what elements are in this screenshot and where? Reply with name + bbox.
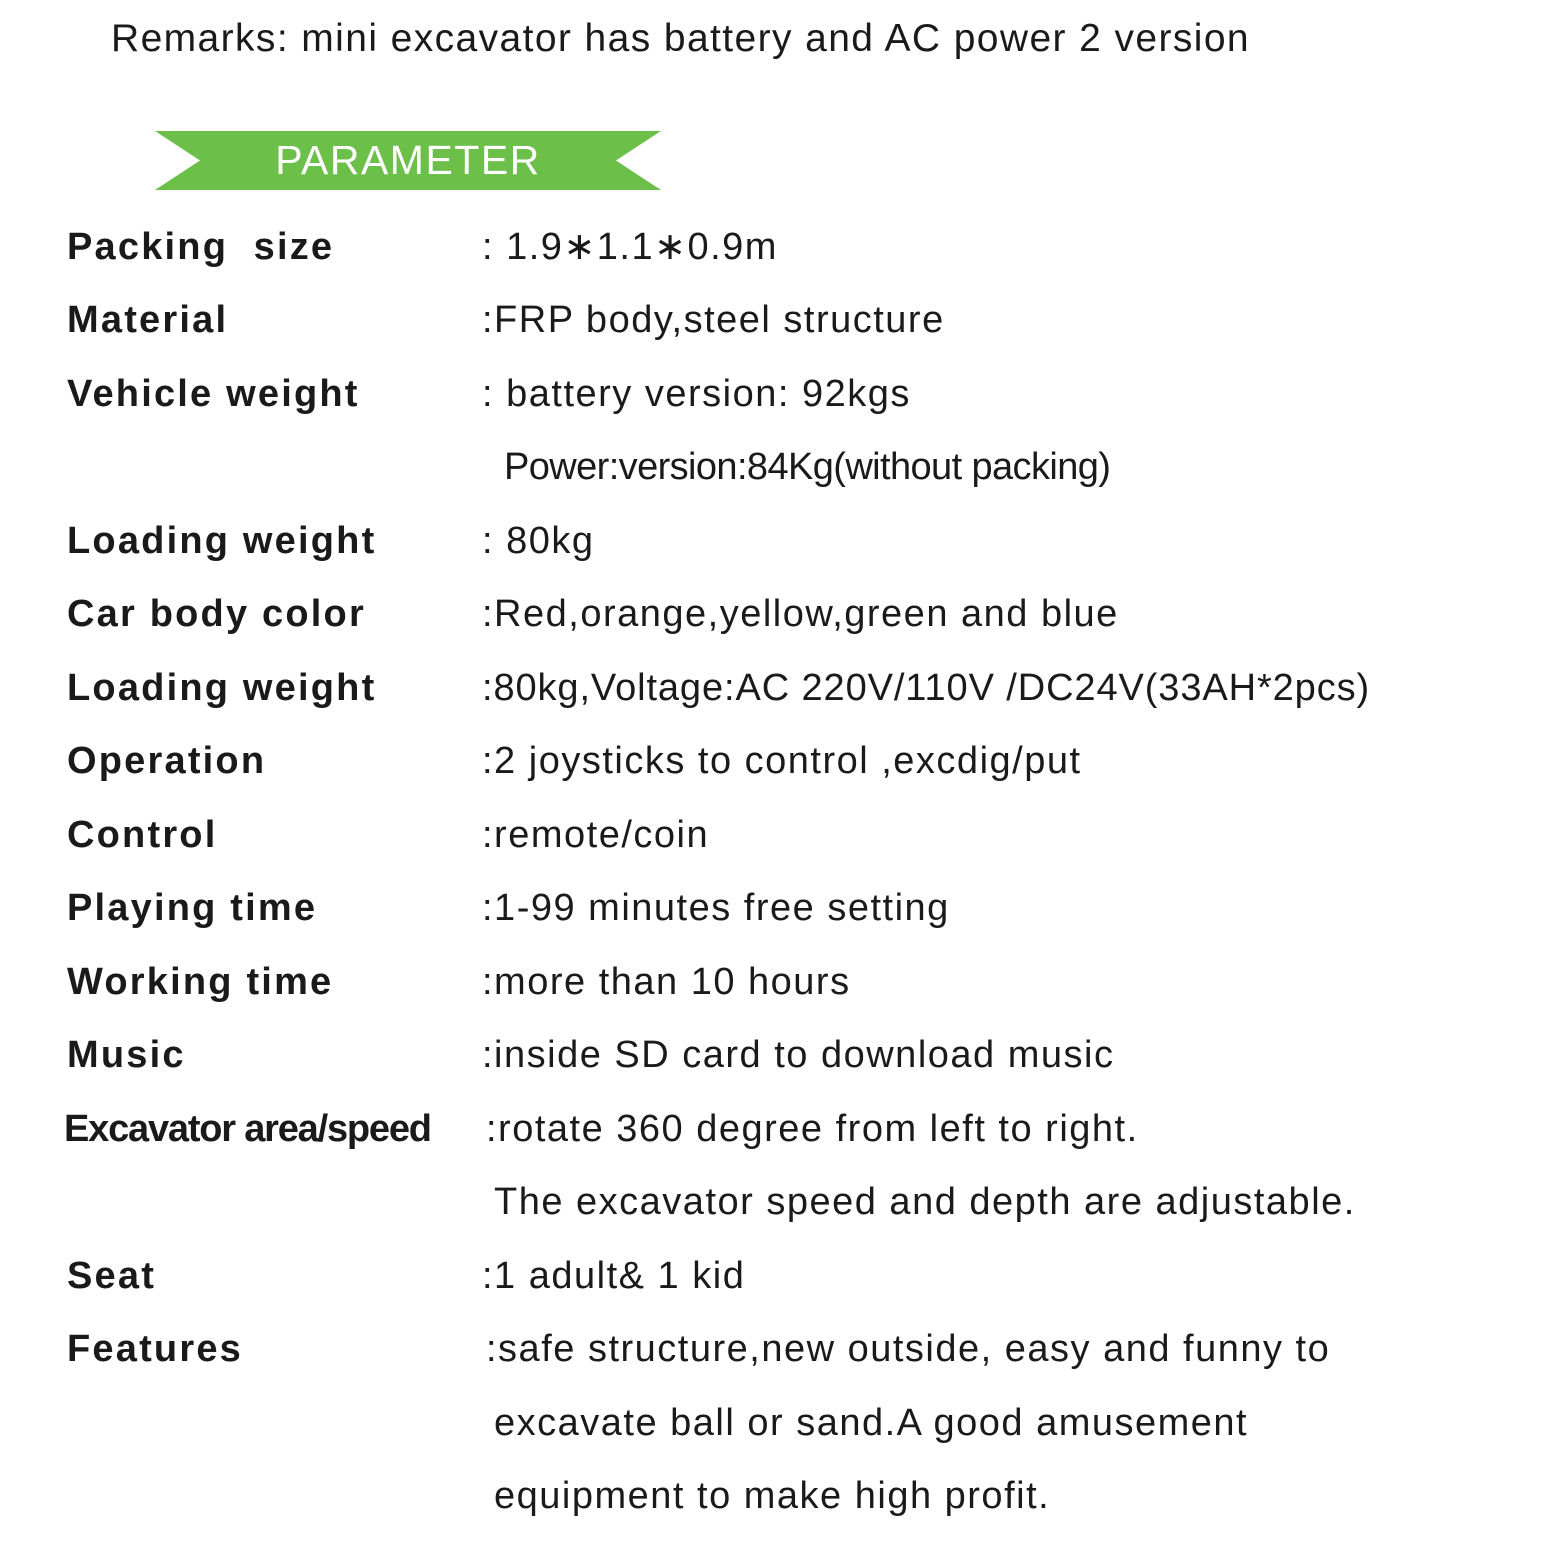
param-row-car-body-color [0,589,1543,663]
param-value: :inside SD card to download music [482,1034,1115,1076]
param-value: :2 joysticks to control ,excdig/put [482,740,1082,782]
param-value-continuation: equipment to make high profit. [494,1475,1051,1517]
param-value: : 80kg [482,520,595,562]
param-value: :remote/coin [482,814,710,856]
param-label: Material [67,299,229,341]
param-value-continuation: The excavator speed and depth are adjustable. [494,1181,1356,1223]
param-value-continuation: excavate ball or sand.A good amusement [494,1402,1249,1444]
param-label: Features [67,1328,244,1370]
param-value: :80kg,Voltage:AC 220V/110V /DC24V(33AH*2pcs) [482,667,1371,709]
param-value: :FRP body,steel structure [482,299,945,341]
param-row-excavator-area-speed-cont [0,1177,1543,1251]
param-row-features-cont-1 [0,1398,1543,1472]
param-label: Seat [67,1255,157,1297]
remarks-text: Remarks: mini excavator has battery and AC power 2 version [111,17,1250,60]
param-label: Control [67,814,218,856]
parameter-banner [155,131,661,190]
param-row-loading-weight-voltage [0,663,1543,737]
param-label: Loading weight [67,520,377,562]
param-row-playing-time [0,883,1543,957]
param-value: :1-99 minutes free setting [482,887,950,929]
param-row-vehicle-weight [0,369,1543,443]
param-row-loading-weight [0,516,1543,590]
param-value-continuation: Power:version:84Kg(without packing) [504,446,1111,488]
param-row-material [0,295,1543,369]
param-value: :1 adult& 1 kid [482,1255,746,1297]
param-value: : 1.9∗1.1∗0.9m [482,226,778,268]
param-row-excavator-area-speed [0,1104,1543,1178]
param-row-working-time [0,957,1543,1031]
param-label: Loading weight [67,667,377,709]
param-value: :more than 10 hours [482,961,851,1003]
param-value: :safe structure,new outside, easy and funny to [486,1328,1331,1370]
param-label: Excavator area/speed [64,1108,431,1150]
param-value: : battery version: 92kgs [482,373,911,415]
param-label: Operation [67,740,267,782]
param-row-music [0,1030,1543,1104]
param-row-features [0,1324,1543,1398]
param-row-operation [0,736,1543,810]
banner-title: PARAMETER [275,137,541,183]
param-row-packing-size [0,222,1543,296]
param-label: Music [67,1034,186,1076]
param-value: :rotate 360 degree from left to right. [486,1108,1139,1150]
param-label: Vehicle weight [67,373,360,415]
param-label: Packing size [67,226,335,268]
param-label: Car body color [67,593,366,635]
param-label: Playing time [67,887,318,929]
param-row-features-cont-2 [0,1471,1543,1545]
param-row-control [0,810,1543,884]
param-row-vehicle-weight-cont [0,442,1543,516]
param-value: :Red,orange,yellow,green and blue [482,593,1119,635]
param-row-seat [0,1251,1543,1325]
param-label: Working time [67,961,334,1003]
